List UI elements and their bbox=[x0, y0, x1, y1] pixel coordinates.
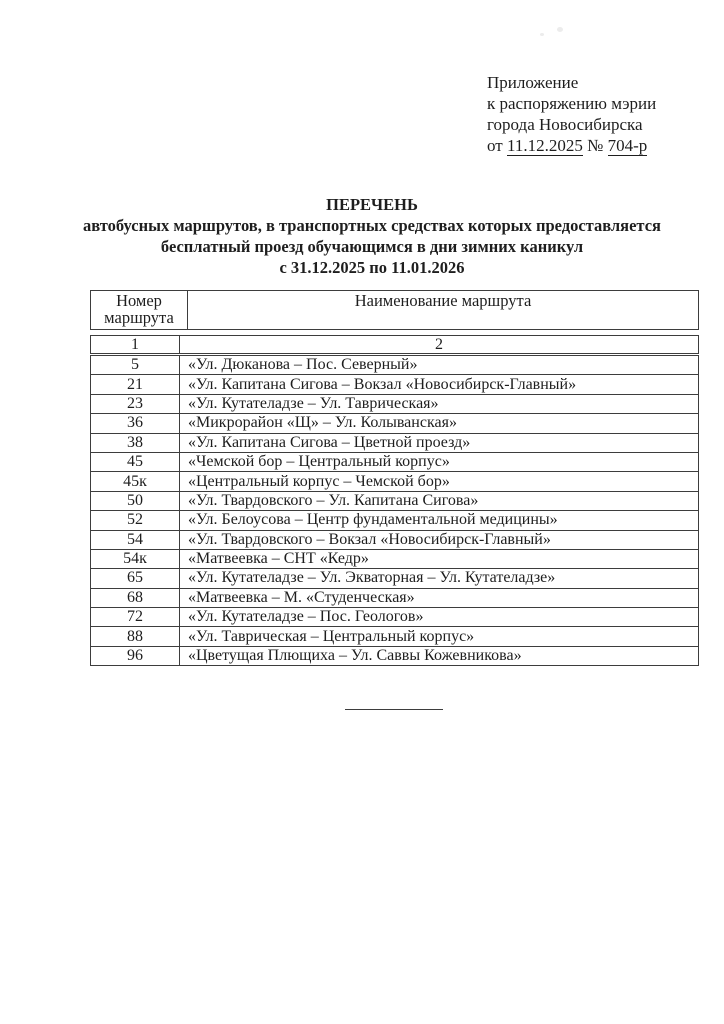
routes-table-header bbox=[90, 290, 699, 330]
route-number: 23 bbox=[91, 394, 180, 413]
table-row bbox=[91, 569, 699, 588]
route-name: «Ул. Капитана Сигова – Цветной проезд» bbox=[180, 433, 699, 452]
route-number: 68 bbox=[91, 588, 180, 607]
title-line-1: ПЕРЕЧЕНЬ bbox=[326, 195, 418, 214]
route-name: «Ул. Твардовского – Ул. Капитана Сигова» bbox=[180, 491, 699, 510]
route-number: 38 bbox=[91, 433, 180, 452]
table-row bbox=[91, 511, 699, 530]
requisites-line: к распоряжению мэрии bbox=[487, 94, 657, 113]
index-cell-1: 1 bbox=[91, 336, 180, 354]
table-row bbox=[91, 646, 699, 665]
table-row bbox=[91, 452, 699, 471]
route-number: 5 bbox=[91, 356, 180, 375]
table-row bbox=[91, 375, 699, 394]
route-name: «Матвеевка – СНТ «Кедр» bbox=[180, 549, 699, 568]
table-row bbox=[91, 491, 699, 510]
table-header-row bbox=[91, 291, 699, 330]
route-number: 96 bbox=[91, 646, 180, 665]
document-date: 11.12.2025 bbox=[506, 136, 583, 155]
route-name: «Цветущая Плющиха – Ул. Саввы Кожевникова» bbox=[180, 646, 699, 665]
scan-artifact bbox=[540, 33, 544, 36]
route-name: «Ул. Кутателадзе – Пос. Геологов» bbox=[180, 608, 699, 627]
route-name: «Ул. Таврическая – Центральный корпус» bbox=[180, 627, 699, 646]
route-number: 21 bbox=[91, 375, 180, 394]
route-name: «Микрорайон «Щ» – Ул. Колыванская» bbox=[180, 414, 699, 433]
title-line-3: бесплатный проезд обучающимся в дни зимних каникул bbox=[160, 237, 584, 256]
index-row bbox=[91, 336, 699, 354]
route-number: 52 bbox=[91, 511, 180, 530]
signature-line bbox=[345, 709, 443, 710]
number-sign: № bbox=[582, 136, 608, 155]
table-row bbox=[91, 433, 699, 452]
route-name: «Ул. Твардовского – Вокзал «Новосибирск-Главный» bbox=[180, 530, 699, 549]
table-row bbox=[91, 549, 699, 568]
document-title bbox=[45, 194, 699, 278]
table-row bbox=[91, 608, 699, 627]
document-number: 704-р bbox=[607, 136, 648, 155]
title-line-2: автобусных маршрутов, в транспортных средствах которых предоставляется bbox=[83, 216, 661, 235]
column-header-route-name: Наименование маршрута bbox=[188, 291, 699, 330]
route-number: 65 bbox=[91, 569, 180, 588]
document-requisites bbox=[487, 72, 656, 156]
route-number: 50 bbox=[91, 491, 180, 510]
route-number: 36 bbox=[91, 414, 180, 433]
route-name: «Матвеевка – М. «Студенческая» bbox=[180, 588, 699, 607]
route-number: 45к bbox=[91, 472, 180, 491]
table-row bbox=[91, 530, 699, 549]
requisites-date-line bbox=[487, 135, 656, 156]
route-name: «Ул. Капитана Сигова – Вокзал «Новосибирск-Главный» bbox=[180, 375, 699, 394]
routes-table-index-row bbox=[90, 335, 699, 354]
column-header-route-number: Номер маршрута bbox=[91, 291, 188, 330]
title-line-4: с 31.12.2025 по 11.01.2026 bbox=[279, 258, 465, 277]
route-name: «Ул. Кутателадзе – Ул. Таврическая» bbox=[180, 394, 699, 413]
route-number: 88 bbox=[91, 627, 180, 646]
table-row bbox=[91, 356, 699, 375]
route-number: 72 bbox=[91, 608, 180, 627]
route-name: «Ул. Кутателадзе – Ул. Экваторная – Ул. Кутателадзе» bbox=[180, 569, 699, 588]
route-name: «Ул. Дюканова – Пос. Северный» bbox=[180, 356, 699, 375]
routes-table-body bbox=[90, 355, 699, 666]
route-number: 54 bbox=[91, 530, 180, 549]
requisites-line: Приложение bbox=[487, 73, 579, 92]
table-row bbox=[91, 472, 699, 491]
route-number: 54к bbox=[91, 549, 180, 568]
table-row bbox=[91, 627, 699, 646]
index-cell-2: 2 bbox=[180, 336, 699, 354]
route-name: «Ул. Белоусова – Центр фундаментальной медицины» bbox=[180, 511, 699, 530]
table-row bbox=[91, 394, 699, 413]
table-row bbox=[91, 588, 699, 607]
requisites-line: города Новосибирска bbox=[487, 115, 643, 134]
table-row bbox=[91, 414, 699, 433]
scan-artifact bbox=[557, 27, 563, 32]
date-prefix: от bbox=[487, 136, 507, 155]
route-number: 45 bbox=[91, 452, 180, 471]
route-name: «Чемской бор – Центральный корпус» bbox=[180, 452, 699, 471]
route-name: «Центральный корпус – Чемской бор» bbox=[180, 472, 699, 491]
